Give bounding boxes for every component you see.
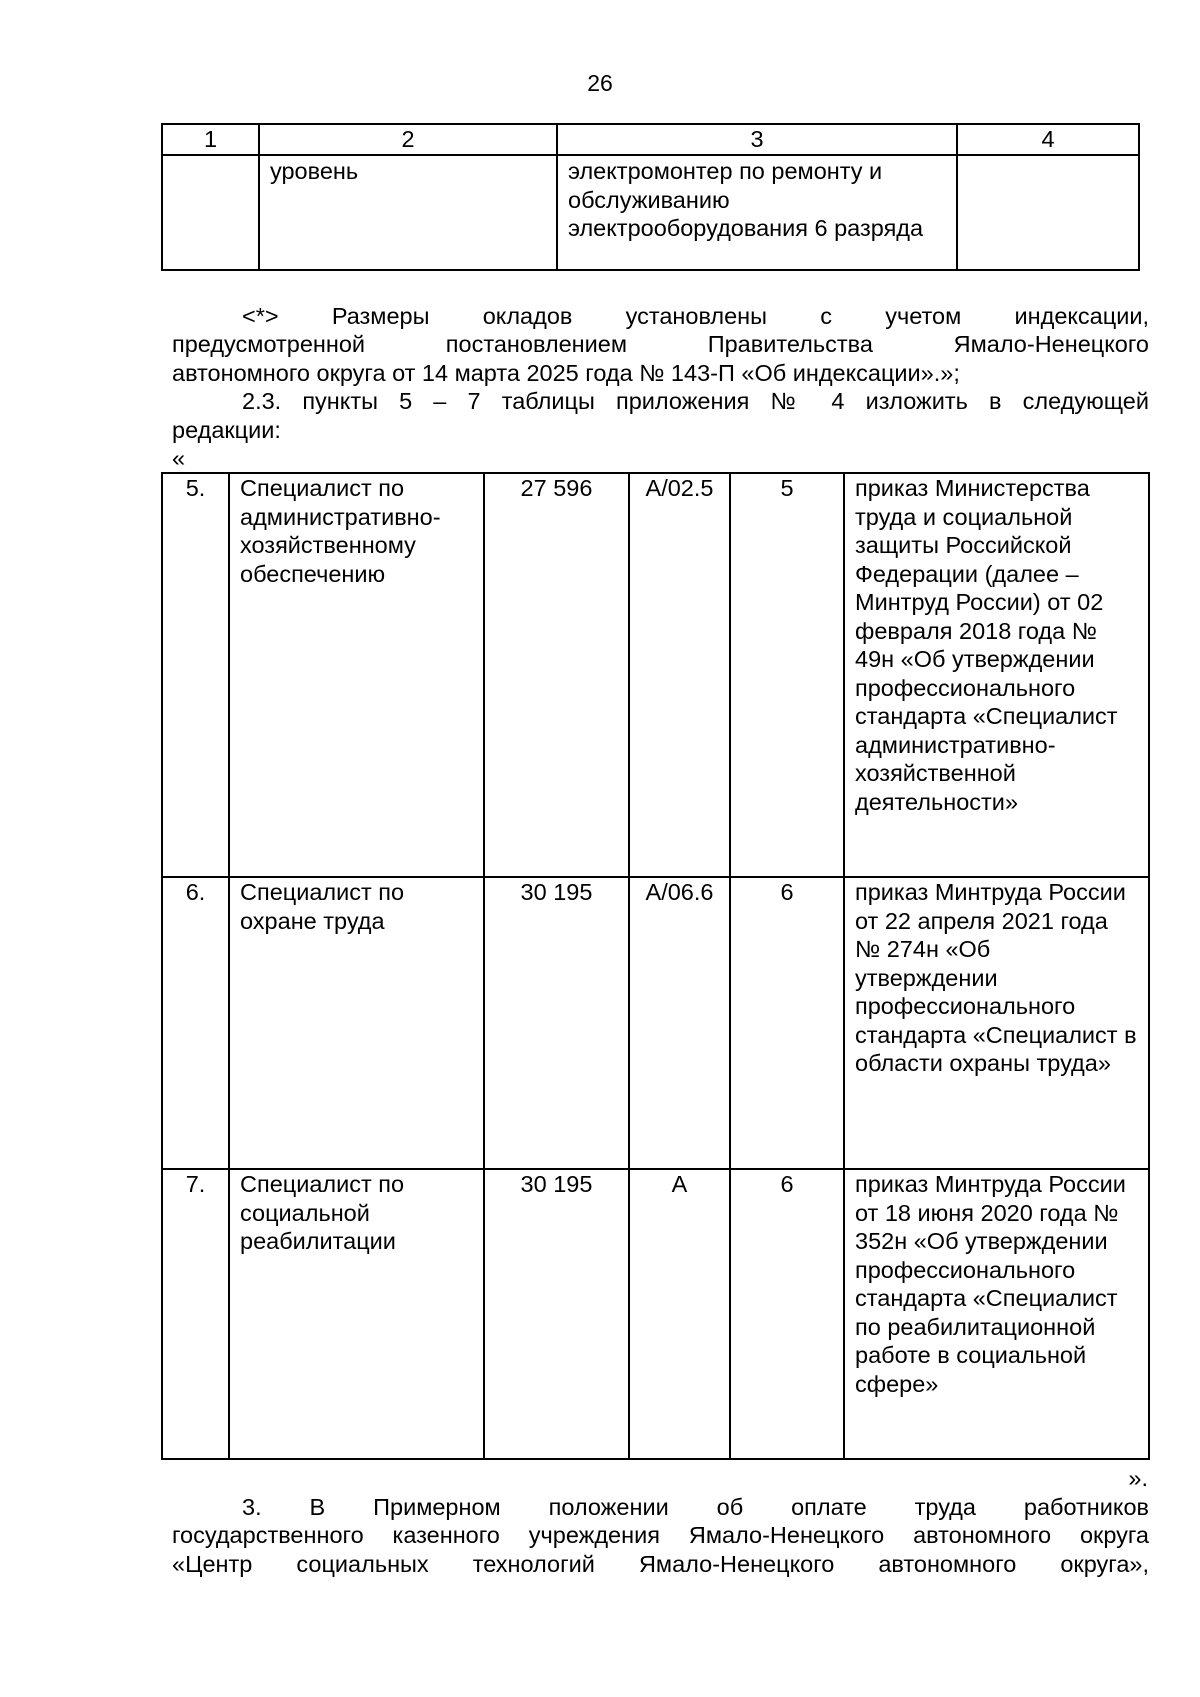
footnote-line: автономного округа от 14 марта 2025 года № 143-П «Об индексации».»; xyxy=(172,360,960,386)
function-code: A/02.5 xyxy=(629,473,730,877)
salary: 30 195 xyxy=(484,1169,629,1459)
clause-text: государственного казенного учреждения Ямало-Ненецкого автономного округа xyxy=(172,1522,1149,1548)
legal-basis: приказ Минтруда России от 18 июня 2020 года № 352н «Об утверждении профессионального стандарта «Специалист по реабилитационной работе в социальной сфере» xyxy=(844,1169,1149,1459)
continuation-table xyxy=(161,123,1140,271)
clause-text: редакции: xyxy=(172,417,281,443)
row-number: 6. xyxy=(162,877,229,1169)
footnote-line: <*> Размеры окладов установлены с учетом индексации, xyxy=(242,303,1149,329)
position-name: Специалист по административно-хозяйственному обеспечению xyxy=(229,473,484,877)
table-row xyxy=(162,473,1149,877)
header-cell: 2 xyxy=(259,124,557,155)
table-cell: электромонтер по ремонту и обслуживанию электрооборудования 6 разряда xyxy=(557,155,957,270)
open-quote: « xyxy=(172,445,186,471)
salary: 30 195 xyxy=(484,877,629,1169)
clause-text: «Центр социальных технологий Ямало-Ненецкого автономного округа», xyxy=(172,1551,1149,1577)
table-row xyxy=(162,155,1139,270)
close-quote: ». xyxy=(1128,1465,1148,1491)
row-number: 5. xyxy=(162,473,229,877)
position-name: Специалист по социальной реабилитации xyxy=(229,1169,484,1459)
table-cell xyxy=(957,155,1139,270)
page-number: 26 xyxy=(587,70,613,96)
clause-text: 3. В Примерном положении об оплате труда работников xyxy=(242,1494,1149,1520)
table-cell: уровень xyxy=(259,155,557,270)
positions-table xyxy=(161,472,1150,1460)
table-cell xyxy=(162,155,259,270)
position-name: Специалист по охране труда xyxy=(229,877,484,1169)
header-cell: 1 xyxy=(162,124,259,155)
legal-basis: приказ Министерства труда и социальной защиты Российской Федерации (далее – Минтруд России) от 02 февраля 2018 года № 49н «Об утверждении профессионального стандарта «Специалист административно-хозяйственной деятельности» xyxy=(844,473,1149,877)
clause-text: 2.3. пункты 5 – 7 таблицы приложения № 4 изложить в следующей xyxy=(242,388,1149,414)
table-header-row xyxy=(162,124,1139,155)
row-number: 7. xyxy=(162,1169,229,1459)
function-code: A/06.6 xyxy=(629,877,730,1169)
header-cell: 4 xyxy=(957,124,1139,155)
qualification-level: 5 xyxy=(730,473,844,877)
qualification-level: 6 xyxy=(730,877,844,1169)
legal-basis: приказ Минтруда России от 22 апреля 2021 года № 274н «Об утверждении профессионального стандарта «Специалист в области охраны труда» xyxy=(844,877,1149,1169)
header-cell: 3 xyxy=(557,124,957,155)
table-row xyxy=(162,877,1149,1169)
footnote-line: предусмотренной постановлением Правительства Ямало-Ненецкого xyxy=(172,331,1149,357)
qualification-level: 6 xyxy=(730,1169,844,1459)
function-code: A xyxy=(629,1169,730,1459)
salary: 27 596 xyxy=(484,473,629,877)
table-row xyxy=(162,1169,1149,1459)
